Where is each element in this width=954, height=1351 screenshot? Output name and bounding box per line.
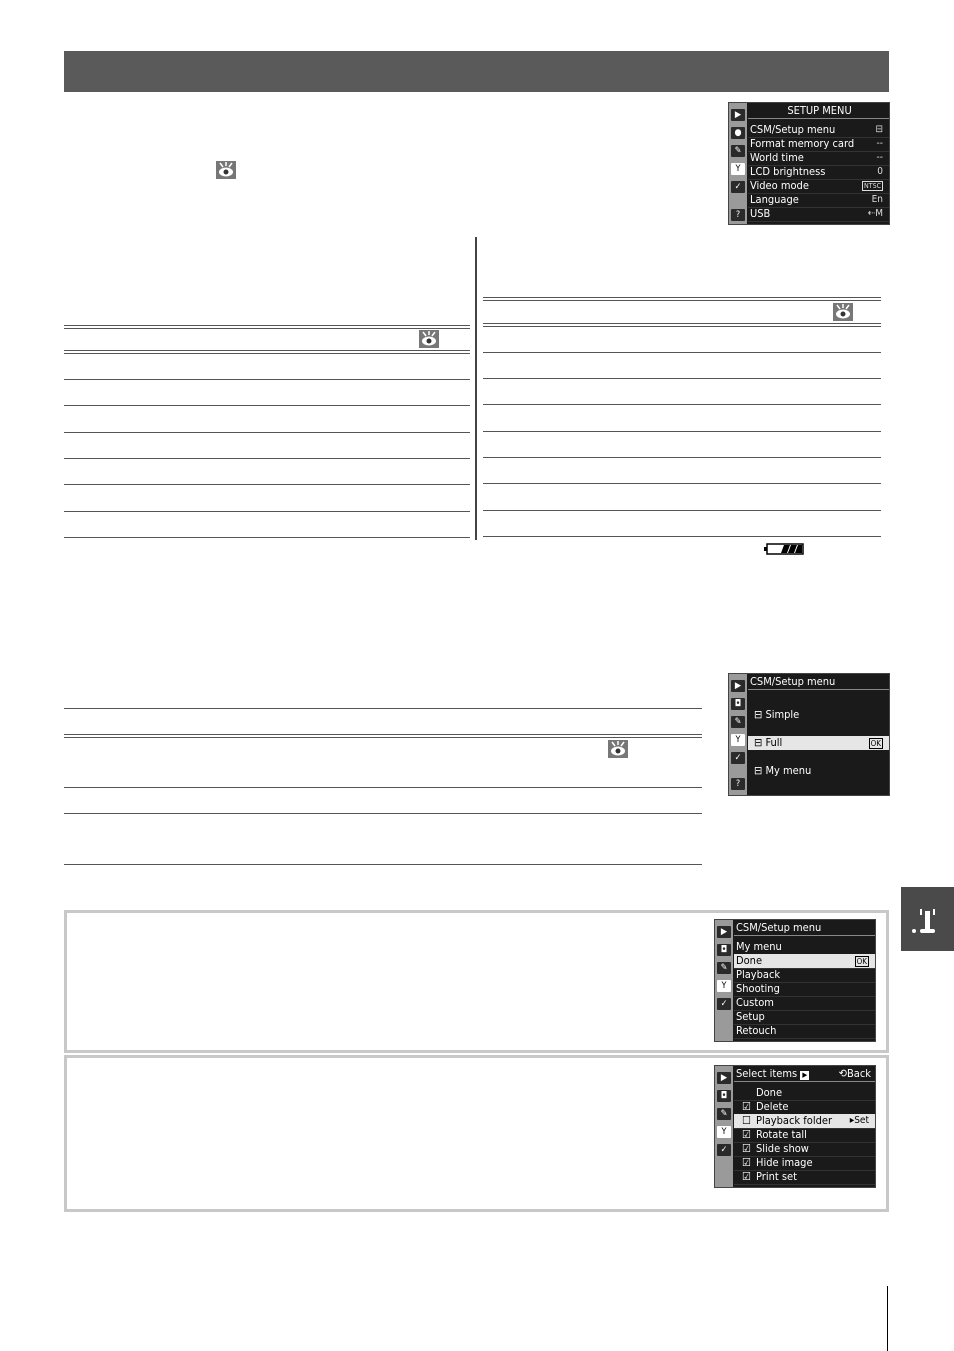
table-row [64,432,470,433]
playback-tab-icon[interactable]: ▶ [731,680,745,692]
table-row [64,787,702,788]
table-row [483,457,881,458]
table-header-line [483,323,881,327]
table-row [64,537,470,538]
table-row [64,511,470,512]
menu-item[interactable]: World time -- [748,151,889,166]
table-header-line [483,297,881,301]
shooting-tab-icon[interactable]: ● [731,127,745,139]
menu-item[interactable]: Retouch [734,1024,875,1039]
menu-item[interactable]: USB ⇠M [748,207,889,222]
checklist-item[interactable]: ☑ Print set [734,1170,875,1185]
checklist-item[interactable]: ☐ Playback folder ▸Set [734,1114,875,1129]
menu-icon: ⊟ [754,708,766,721]
select-items-screen [714,1065,876,1188]
retouch-tab-icon[interactable]: ✓ [731,181,745,193]
see-page-icon [419,330,439,348]
checklist-item[interactable]: ☑ Slide show [734,1142,875,1157]
wrench-icon [901,887,954,951]
setup-menu-screen [728,102,890,225]
menu-item-done[interactable]: Done OK [734,954,875,969]
table-row [483,378,881,379]
table-row [64,458,470,459]
table-row [483,431,881,432]
help-icon[interactable]: ? [731,209,745,221]
playback-tab-icon[interactable]: ▶ [717,1072,731,1084]
menu-item[interactable]: Setup [734,1010,875,1025]
menu-title: CSM/Setup menu [734,920,875,936]
checkbox-icon[interactable]: ☑ [742,1156,751,1169]
table-row [64,813,702,814]
shooting-tab-icon[interactable]: ◘ [717,1090,731,1102]
setup-tab-icon[interactable]: Y [717,980,731,992]
checklist-item[interactable]: ☑ Rotate tall [734,1128,875,1143]
retouch-tab-icon[interactable]: ✓ [717,1144,731,1156]
shooting-tab-icon[interactable]: ◘ [731,698,745,710]
checklist-item[interactable]: ☑ Hide image [734,1156,875,1171]
playback-icon: ▶ [802,1071,808,1079]
custom-tab-icon[interactable]: ✎ [717,962,731,974]
see-page-icon [216,161,236,179]
section-side-tab [901,887,954,951]
table-header-line [64,708,702,709]
menu-title: Select items ▶ ⟲Back [734,1066,875,1082]
retouch-tab-icon[interactable]: ✓ [717,998,731,1010]
section-title-bar [64,51,889,92]
menu-item[interactable]: LCD brightness 0 [748,165,889,180]
ok-badge: OK [856,957,867,966]
table-header-line [64,734,702,738]
menu-sidebar [715,920,733,1041]
menu-icon: ⊟ [754,764,766,777]
menu-subtitle: My menu [734,940,875,955]
help-icon[interactable]: ? [731,778,745,790]
back-button[interactable]: ⟲Back [838,1067,871,1080]
custom-tab-icon[interactable]: ✎ [731,145,745,157]
setup-tab-icon[interactable]: Y [717,1126,731,1138]
my-menu-screen [714,919,876,1042]
menu-option-full[interactable]: ⊟ Full OK [748,736,889,750]
table-row [64,484,470,485]
table-row [483,510,881,511]
see-page-icon [833,303,853,321]
page-edge-rule [887,1286,888,1351]
menu-item[interactable]: Playback [734,968,875,983]
menu-icon: ⊟ [754,736,766,749]
custom-tab-icon[interactable]: ✎ [731,716,745,728]
table-row [483,352,881,353]
menu-item-done[interactable]: Done [734,1086,875,1101]
checkbox-icon[interactable]: ☑ [742,1170,751,1183]
menu-sidebar [729,103,747,224]
menu-item[interactable]: CSM/Setup menu ⊟ [748,123,889,138]
menu-option-my-menu[interactable]: ⊟ My menu [754,764,812,777]
battery-icon [764,543,804,555]
playback-tab-icon[interactable]: ▶ [717,926,731,938]
checkbox-icon[interactable]: ☑ [742,1128,751,1141]
playback-tab-icon[interactable]: ▶ [731,109,745,121]
menu-sidebar [729,674,747,795]
table-row [64,405,470,406]
table-header-line [64,325,470,329]
menu-item[interactable]: Shooting [734,982,875,997]
setup-tab-icon[interactable]: Y [731,163,745,175]
checkbox-icon[interactable]: ☑ [742,1142,751,1155]
shooting-tab-icon[interactable]: ◘ [717,944,731,956]
see-page-icon [608,740,628,758]
table-row [483,483,881,484]
setup-tab-icon[interactable]: Y [731,734,745,746]
checkbox-icon[interactable]: ☑ [742,1100,751,1113]
checklist-item[interactable]: ☑ Delete [734,1100,875,1115]
menu-item[interactable]: Custom [734,996,875,1011]
menu-title: SETUP MENU [748,103,889,119]
checkbox-icon[interactable]: ☐ [742,1114,751,1127]
menu-sidebar [715,1066,733,1187]
menu-item[interactable]: Video mode NTSC [748,179,889,194]
csm-menu-screen [728,673,890,796]
menu-item[interactable]: Format memory card -- [748,137,889,152]
table-row [64,864,702,865]
menu-option-simple[interactable]: ⊟ Simple [754,708,800,721]
custom-tab-icon[interactable]: ✎ [717,1108,731,1120]
table-row [64,379,470,380]
table-row [483,536,881,537]
column-divider [475,237,477,540]
ok-badge: OK [870,739,881,748]
table-header-line [64,350,470,354]
menu-title: CSM/Setup menu [748,674,889,690]
table-row [483,404,881,405]
menu-item[interactable]: Language En [748,193,889,208]
retouch-tab-icon[interactable]: ✓ [731,752,745,764]
